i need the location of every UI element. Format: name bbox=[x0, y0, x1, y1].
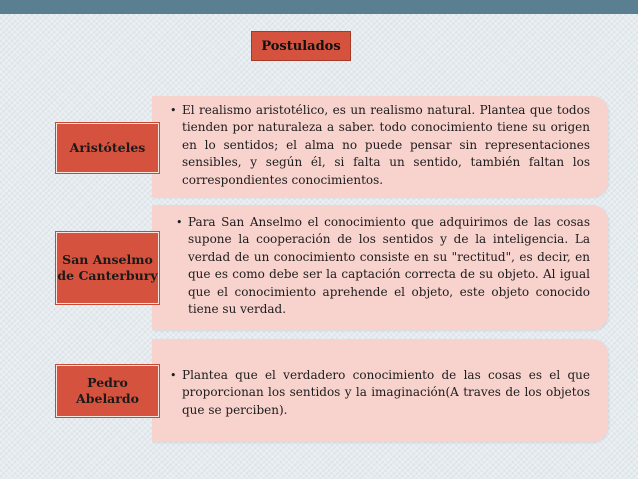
label-text-san-anselmo: San Anselmo de Canterbury bbox=[57, 252, 158, 283]
label-text-aristoteles: Aristóteles bbox=[69, 140, 146, 155]
content-box-pedro-abelardo bbox=[152, 339, 608, 442]
title-box bbox=[251, 31, 351, 61]
top-decorative-band bbox=[0, 0, 638, 14]
bullet-icon: • bbox=[170, 369, 177, 382]
content-box-aristoteles bbox=[152, 96, 608, 197]
content-text-aristoteles: El realismo aristotélico, es un realismo natural. Plantea que todos tienden por naturaleza a saber. todo conocimiento tiene su origen en lo sentidos; el alma no puede pensar sin representaciones sensibles, y según él, si falta un sentido, también faltan los correspondientes conocimientos. bbox=[182, 103, 590, 187]
label-aristoteles bbox=[56, 123, 159, 173]
label-text-pedro-abelardo: Pedro Abelardo bbox=[76, 375, 139, 406]
label-san-anselmo bbox=[56, 232, 159, 304]
slide-title: Postulados bbox=[261, 38, 341, 54]
content-box-san-anselmo bbox=[152, 205, 608, 330]
bullet-icon: • bbox=[176, 216, 183, 229]
content-text-san-anselmo: Para San Anselmo el conocimiento que adquirimos de las cosas supone la cooperación de los sentidos y de la inteligencia. La verdad de un conocimiento consiste en su "rectitud", es decir, en que es como debe ser la captación correcta de su objeto. Al igual que el conocimiento aprehende el objeto, este objeto conocido tiene su verdad. bbox=[188, 215, 590, 317]
content-text-pedro-abelardo: Plantea que el verdadero conocimiento de las cosas es el que proporcionan los sentidos y la imaginación(A traves de los objetos que se perciben). bbox=[182, 368, 590, 417]
label-pedro-abelardo bbox=[56, 365, 159, 417]
bullet-icon: • bbox=[170, 104, 177, 117]
